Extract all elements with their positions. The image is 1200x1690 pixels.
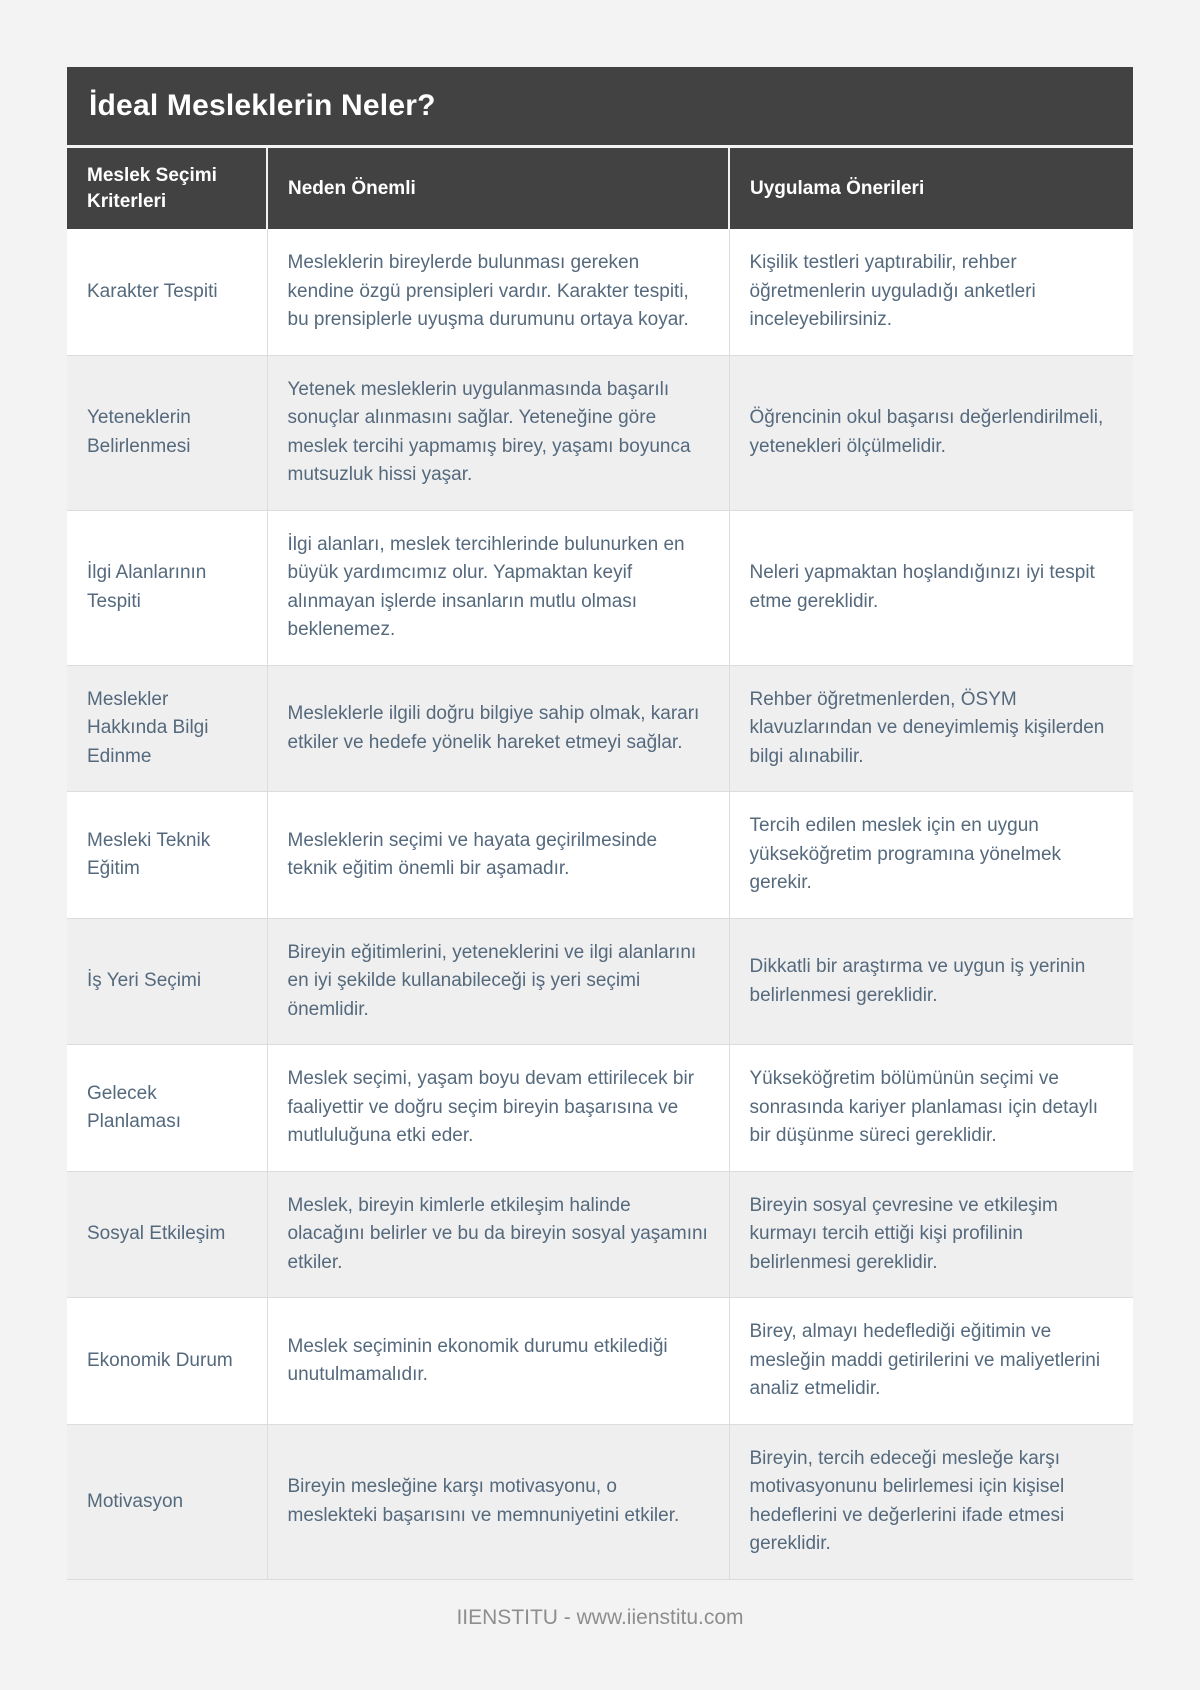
criterion-cell: Gelecek Planlaması <box>67 1045 267 1172</box>
table-row <box>67 1424 1133 1579</box>
why-important-cell: Yetenek mesleklerin uygulanmasında başarılı sonuçlar alınmasını sağlar. Yeteneğine göre meslek tercihi yapmamış birey, yaşamı boyunca mutsuzluk hissi yaşar. <box>267 355 729 510</box>
why-important-cell: Meslek seçiminin ekonomik durumu etkilediği unutulmamalıdır. <box>267 1298 729 1425</box>
suggestion-cell: Neleri yapmaktan hoşlandığınızı iyi tespit etme gereklidir. <box>729 510 1133 665</box>
table-row <box>67 355 1133 510</box>
suggestion-cell: Bireyin sosyal çevresine ve etkileşim kurmayı tercih ettiği kişi profilinin belirlenmesi gereklidir. <box>729 1171 1133 1298</box>
why-important-cell: Bireyin eğitimlerini, yeteneklerini ve ilgi alanlarını en iyi şekilde kullanabileceği iş yeri seçimi önemlidir. <box>267 918 729 1045</box>
why-important-cell: Mesleklerin seçimi ve hayata geçirilmesinde teknik eğitim önemli bir aşamadır. <box>267 792 729 919</box>
why-important-cell: Mesleklerin bireylerde bulunması gereken kendine özgü prensipleri vardır. Karakter tespiti, bu prensiplerle uyuşma durumunu ortaya koyar. <box>267 229 729 355</box>
table-row <box>67 665 1133 792</box>
suggestion-cell: Rehber öğretmenlerden, ÖSYM klavuzlarından ve deneyimlemiş kişilerden bilgi alınabilir. <box>729 665 1133 792</box>
suggestion-cell: Birey, almayı hedeflediği eğitimin ve mesleğin maddi getirilerini ve maliyetlerini analiz etmelidir. <box>729 1298 1133 1425</box>
why-important-cell: Meslek seçimi, yaşam boyu devam ettirilecek bir faaliyettir ve doğru seçim bireyin başarısına ve mutluluğuna etki eder. <box>267 1045 729 1172</box>
column-header-criteria: Meslek Seçimi Kriterleri <box>67 148 267 229</box>
criterion-cell: Sosyal Etkileşim <box>67 1171 267 1298</box>
table-row <box>67 1171 1133 1298</box>
footer-credit: IIENSTITU - www.iienstitu.com <box>456 1605 744 1629</box>
criterion-cell: Mesleki Teknik Eğitim <box>67 792 267 919</box>
table-row <box>67 1045 1133 1172</box>
table-row <box>67 229 1133 355</box>
suggestion-cell: Bireyin, tercih edeceği mesleğe karşı motivasyonunu belirlemesi için kişisel hedeflerini ve değerlerini ifade etmesi gereklidir. <box>729 1424 1133 1579</box>
suggestion-cell: Yükseköğretim bölümünün seçimi ve sonrasında kariyer planlaması için detaylı bir düşünme süreci gereklidir. <box>729 1045 1133 1172</box>
page-title: İdeal Mesleklerin Neler? <box>67 67 1133 145</box>
why-important-cell: Bireyin mesleğine karşı motivasyonu, o meslekteki başarısını ve memnuniyetini etkiler. <box>267 1424 729 1579</box>
suggestion-cell: Tercih edilen meslek için en uygun yükseköğretim programına yönelmek gerekir. <box>729 792 1133 919</box>
table-row <box>67 792 1133 919</box>
suggestion-cell: Kişilik testleri yaptırabilir, rehber öğretmenlerin uyguladığı anketleri inceleyebilirsiniz. <box>729 229 1133 355</box>
career-criteria-table <box>67 148 1133 1580</box>
criterion-cell: İlgi Alanlarının Tespiti <box>67 510 267 665</box>
suggestion-cell: Öğrencinin okul başarısı değerlendirilmeli, yetenekleri ölçülmelidir. <box>729 355 1133 510</box>
criterion-cell: İş Yeri Seçimi <box>67 918 267 1045</box>
header-row <box>67 148 1133 229</box>
table-row <box>67 918 1133 1045</box>
table-row <box>67 1298 1133 1425</box>
table-body <box>67 229 1133 1579</box>
criterion-cell: Ekonomik Durum <box>67 1298 267 1425</box>
why-important-cell: İlgi alanları, meslek tercihlerinde bulunurken en büyük yardımcımız olur. Yapmaktan keyif alınmayan işlerde insanların mutlu olması beklenemez. <box>267 510 729 665</box>
column-header-suggestions: Uygulama Önerileri <box>729 148 1133 229</box>
criterion-cell: Karakter Tespiti <box>87 280 218 302</box>
why-important-cell: Mesleklerle ilgili doğru bilgiye sahip olmak, kararı etkiler ve hedefe yönelik hareket etmeyi sağlar. <box>267 665 729 792</box>
suggestion-cell: Dikkatli bir araştırma ve uygun iş yerinin belirlenmesi gereklidir. <box>729 918 1133 1045</box>
criterion-cell: Yeteneklerin Belirlenmesi <box>67 355 267 510</box>
career-table-card <box>67 67 1133 1580</box>
criterion-cell: Meslekler Hakkında Bilgi Edinme <box>67 665 267 792</box>
column-header-why-important: Neden Önemli <box>267 148 729 229</box>
criterion-cell: Motivasyon <box>67 1424 267 1579</box>
why-important-cell: Meslek, bireyin kimlerle etkileşim halinde olacağını belirler ve bu da bireyin sosyal yaşamını etkiler. <box>267 1171 729 1298</box>
table-row <box>67 510 1133 665</box>
